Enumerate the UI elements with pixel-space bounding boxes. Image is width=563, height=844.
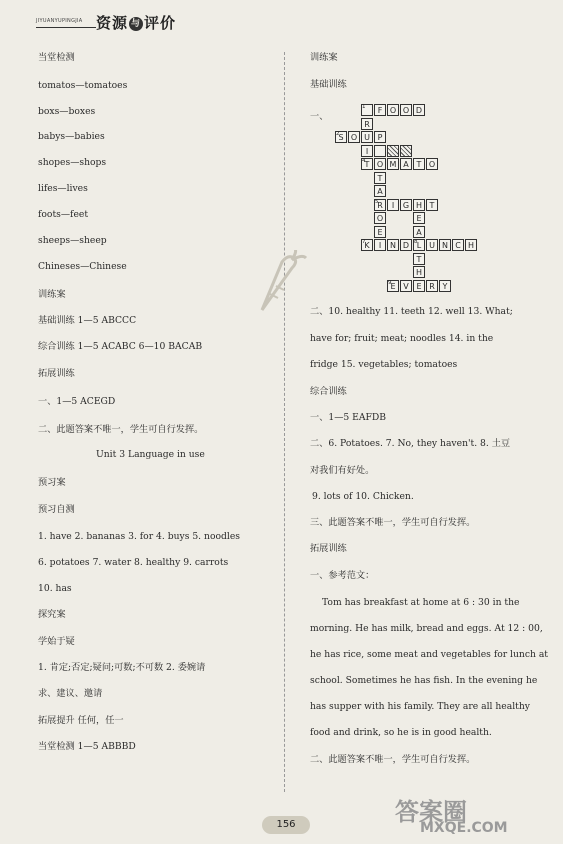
right-text-line: 拓展训练	[310, 543, 347, 554]
crossword-cell	[335, 131, 347, 143]
left-text-line: 拓展提升 任何，任一	[38, 715, 124, 726]
crossword-cell	[374, 199, 386, 211]
right-text-line: 二、6. Potatoes. 7. No, they haven't. 8. 土豆	[310, 438, 511, 449]
crossword-cell	[452, 239, 464, 251]
crossword-cell	[400, 104, 412, 116]
left-text-line: sheeps—sheep	[38, 235, 107, 246]
crossword-letter: K	[364, 241, 370, 250]
crossword-letter: O	[376, 214, 384, 223]
crossword-letter: A	[403, 160, 409, 169]
crossword-cell	[374, 158, 386, 170]
crossword-letter: I	[365, 146, 369, 156]
crossword-cell	[361, 158, 373, 170]
crossword-cell	[361, 131, 373, 143]
header-title-a: 资源	[96, 14, 129, 32]
crossword-cell	[413, 266, 425, 278]
header-rule	[36, 27, 96, 28]
right-text-line: 一、	[310, 111, 329, 122]
left-text-line: 训练案	[38, 289, 66, 300]
crossword-cell	[426, 199, 438, 211]
crossword-letter: H	[467, 241, 474, 250]
crossword-cell	[400, 239, 412, 251]
right-text-line: has supper with his family. They are all healthy	[310, 701, 530, 712]
crossword-cell	[413, 158, 425, 170]
crossword-cell	[400, 145, 412, 157]
crossword-cell	[374, 172, 386, 184]
brand-small-text: JIYUANYUPINGJIA	[36, 18, 83, 24]
left-text-line: 10. has	[38, 583, 72, 594]
crossword-cell	[387, 199, 399, 211]
left-text-line: Unit 3 Language in use	[96, 449, 205, 460]
page-number: 156	[262, 816, 310, 834]
left-text-line: 预习自测	[38, 504, 75, 515]
crossword-letter: E	[377, 227, 383, 237]
column-divider	[284, 52, 285, 792]
crossword-clue-number: 1	[362, 104, 366, 110]
crossword-cell	[400, 199, 412, 211]
crossword-letter: O	[428, 160, 436, 169]
left-text-line: 1. have 2. bananas 3. for 4. buys 5. noodles	[38, 531, 240, 542]
crossword-cell	[465, 239, 477, 251]
crossword-letter: L	[416, 241, 422, 250]
crossword-cell	[439, 239, 451, 251]
right-text-line: 训练案	[310, 52, 338, 63]
crossword-cell	[348, 131, 360, 143]
crossword-cell	[413, 199, 425, 211]
crossword-cell	[413, 212, 425, 224]
right-text-line: have for; fruit; meat; noodles 14. in the	[310, 333, 494, 344]
header-title-c: 评价	[144, 14, 177, 32]
left-text-line: 当堂检测 1—5 ABBBD	[38, 741, 136, 752]
crossword-letter: O	[376, 160, 384, 169]
right-text-line: school. Sometimes he has fish. In the evening he	[310, 675, 538, 686]
left-text-line: 当堂检测	[38, 52, 75, 63]
left-text-line: 学始于疑	[38, 636, 75, 647]
crossword-clue-number: 5	[375, 198, 379, 205]
left-text-line: 综合训练 1—5 ACABC 6—10 BACAB	[38, 341, 203, 352]
left-text-line: 求、建议、邀请	[38, 688, 103, 699]
crossword-letter: E	[390, 281, 396, 291]
header-title	[96, 12, 176, 33]
crossword-letter: H	[415, 200, 422, 210]
page-header	[36, 10, 256, 36]
right-text-line: 对我们有好处。	[310, 465, 375, 476]
crossword-letter: E	[416, 214, 422, 223]
right-text-line: 二、10. healthy 11. teeth 12. well 13. What;	[310, 306, 513, 317]
crossword-letter: A	[416, 227, 422, 237]
crossword-cell	[413, 239, 425, 251]
right-text-line: 二、此题答案不唯一，学生可自行发挥。	[310, 754, 476, 765]
right-text-line: 三、此题答案不唯一，学生可自行发挥。	[310, 517, 476, 528]
right-text-line: 基础训练	[310, 79, 347, 90]
left-text-line: 预习案	[38, 477, 66, 488]
crossword-clue-number: 9	[388, 279, 392, 286]
crossword-letter: A	[377, 187, 383, 196]
left-text-line: 探究案	[38, 609, 66, 620]
crossword-cell	[413, 253, 425, 265]
left-text-line: 一、1—5 ACEGD	[38, 396, 116, 407]
crossword-cell	[400, 158, 412, 170]
crossword-letter: U	[429, 241, 435, 250]
left-text-line: 1. 肯定;否定;疑问;可数;不可数 2. 委婉请	[38, 662, 206, 673]
crossword-letter: C	[455, 241, 461, 250]
crossword-cell	[374, 104, 386, 116]
crossword-letter: O	[389, 106, 397, 115]
crossword-letter: P	[377, 133, 383, 142]
crossword-cell	[413, 226, 425, 238]
crossword-cell	[361, 118, 373, 130]
right-text-line: 9. lots of 10. Chicken.	[312, 491, 414, 502]
right-text-line: fridge 15. vegetables; tomatoes	[310, 359, 458, 370]
crossword-letter: I	[378, 241, 382, 250]
right-text-line: food and drink, so he is in good health.	[310, 727, 492, 738]
crossword-letter: Y	[442, 281, 448, 291]
crossword-cell	[413, 104, 425, 116]
crossword-letter: R	[429, 281, 435, 291]
crossword-letter: D	[415, 106, 423, 115]
crossword-letter: S	[338, 133, 344, 142]
left-text-line: 二、此题答案不唯一，学生可自行发挥。	[38, 424, 204, 435]
crossword-letter: I	[391, 200, 395, 210]
crossword-cell	[374, 145, 386, 157]
left-text-line: tomatos—tomatoes	[38, 80, 128, 91]
crossword-clue-number: 2	[336, 131, 340, 137]
left-text-line: boxs—boxes	[38, 106, 96, 117]
crossword-cell	[387, 104, 399, 116]
crossword-letter: R	[364, 119, 370, 129]
crossword-cell	[374, 131, 386, 143]
left-text-line: foots—feet	[38, 209, 89, 220]
crossword-cell	[387, 239, 399, 251]
crossword-cell	[387, 280, 399, 292]
crossword-letter: E	[416, 281, 422, 291]
carrot-watermark-icon	[248, 250, 308, 320]
watermark-url: MXQE.COM	[420, 820, 508, 836]
crossword-letter: T	[364, 160, 370, 169]
right-text-line: 一、1—5 EAFDB	[310, 412, 387, 423]
left-text-line: lifes—lives	[38, 183, 88, 194]
crossword-clue-number: 8	[414, 239, 418, 245]
crossword-letter: V	[403, 281, 409, 291]
crossword-cell	[426, 158, 438, 170]
right-text-line: Tom has breakfast at home at 6 : 30 in the	[322, 597, 520, 608]
crossword-letter: T	[416, 160, 422, 169]
crossword-cell	[361, 239, 373, 251]
crossword-clue-number: 7	[362, 239, 366, 245]
left-text-line: 基础训练 1—5 ABCCC	[38, 315, 137, 326]
crossword-cell	[387, 158, 399, 170]
crossword-letter: H	[415, 268, 422, 277]
crossword-letter: T	[416, 254, 422, 264]
crossword-cell	[374, 239, 386, 251]
crossword-letter: U	[364, 133, 370, 142]
crossword-letter: M	[389, 160, 397, 169]
crossword-cell	[387, 145, 399, 157]
right-text-line: 综合训练	[310, 386, 347, 397]
crossword-letter: G	[402, 200, 410, 210]
watermark-logo: 答案圈	[395, 798, 467, 826]
crossword-cell	[361, 104, 373, 116]
crossword-cell	[426, 280, 438, 292]
crossword-cell	[374, 226, 386, 238]
right-text-line: 一、参考范文：	[310, 570, 375, 581]
crossword-letter: O	[350, 133, 358, 142]
crossword-cell	[374, 212, 386, 224]
crossword-cell	[400, 280, 412, 292]
crossword-letter: O	[402, 106, 410, 115]
crossword-cell	[413, 280, 425, 292]
left-text-line: shopes—shops	[38, 157, 107, 168]
crossword-cell	[374, 185, 386, 197]
crossword-letter: F	[377, 106, 383, 115]
crossword-cell	[426, 239, 438, 251]
crossword-cell	[439, 280, 451, 292]
left-text-line: 6. potatoes 7. water 8. healthy 9. carrots	[38, 557, 229, 568]
crossword-clue-number: 4	[362, 158, 366, 164]
crossword-letter: T	[429, 200, 435, 210]
crossword-letter: N	[390, 241, 396, 250]
crossword-letter: D	[402, 241, 410, 250]
crossword-letter: R	[377, 200, 383, 210]
right-text-line: he has rice, some meat and vegetables for lunch at	[310, 649, 548, 660]
crossword-cell	[361, 145, 373, 157]
crossword-letter: N	[442, 241, 448, 250]
left-text-line: babys—babies	[38, 131, 105, 142]
header-title-badge: 与	[131, 18, 142, 29]
left-text-line: Chineses—Chinese	[38, 261, 127, 272]
left-text-line: 拓展训练	[38, 368, 75, 379]
right-text-line: morning. He has milk, bread and eggs. At 12 : 00,	[310, 623, 543, 634]
crossword-letter: T	[377, 173, 383, 183]
